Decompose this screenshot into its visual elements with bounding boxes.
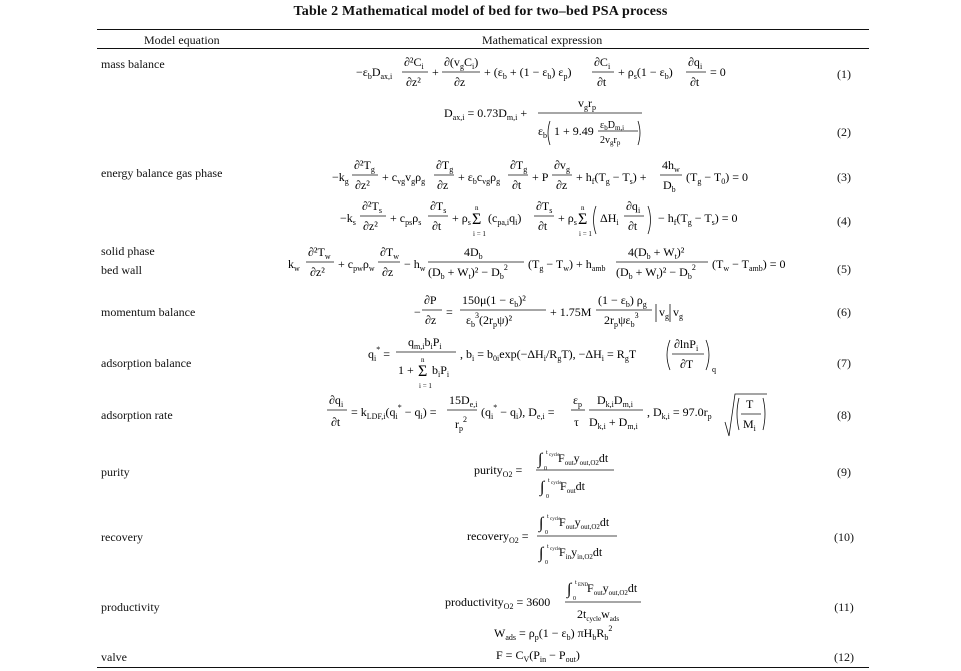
svg-text:∂t: ∂t [331, 415, 341, 429]
svg-text:∂²Ts: $\partial^2T_s$ [362, 199, 382, 215]
svg-text:∂z²: ∂z² [406, 75, 421, 89]
svg-text:cycle: cycle [549, 453, 560, 458]
svg-text:qm,ibiPi: $q_{m,i}b_iP_i$ [408, 335, 442, 351]
svg-text:Dk,iDm,i: $D_{k,i}D_{m,i}$ [597, 393, 634, 409]
svg-text:Mi: $M_i$ [743, 417, 756, 433]
svg-text:∂qi: $\partial q_i$ [688, 55, 703, 71]
svg-text:∫: ∫ [538, 451, 543, 468]
row-label-adsorption-balance: adsorption balance [101, 356, 192, 370]
eq-number-9: (9) [837, 465, 851, 479]
svg-text:∂t: ∂t [512, 178, 522, 192]
svg-text:Foutyout,O2dt: $F_{out}y_{out,O2}dt$ [558, 451, 609, 467]
svg-text:∂z²: ∂z² [363, 219, 378, 233]
svg-text:2vgrp: $2v_gr_p$ [600, 135, 621, 147]
svg-text:+ ρs: + $\rho_s$ [452, 211, 471, 227]
svg-text:ΔHi: $\Delta H_i$ [600, 211, 619, 227]
header-math-expression: Mathematical expression [482, 33, 603, 47]
svg-text:∂Tw: $\partial T_w$ [380, 245, 400, 261]
eq-number-8: (8) [837, 408, 851, 422]
svg-text:+ 1.75M: + 1.75M [550, 305, 592, 319]
svg-text:εb3(2rpψ)²: $\varepsilon_b^3(2r_p\psi)^2$ [466, 311, 513, 329]
table-title: Table 2 Mathematical model of bed for two–bed PSA process [293, 4, 668, 19]
equation-3 [332, 157, 762, 197]
svg-text:(cpa,iqi): $(c_{pa,i}q_i)$ [488, 211, 522, 227]
svg-text:Foutdt: $F_{out}dt$ [560, 479, 585, 495]
svg-text:4hw: $4h_w$ [662, 158, 680, 174]
svg-text:∂t: ∂t [432, 219, 442, 233]
equation-6 [414, 290, 694, 334]
svg-text:∂z: ∂z [454, 75, 466, 89]
svg-text:∂t: ∂t [538, 219, 548, 233]
row-label-energy-gas: energy balance gas phase [101, 166, 223, 180]
top-rule [97, 29, 869, 30]
svg-text:(Tw − Tamb) = 0: $(T_w - T_{amb}) = 0$ [712, 257, 786, 273]
row-label-bed-wall: bed wall [101, 263, 142, 277]
row-label-recovery: recovery [101, 530, 143, 544]
svg-text:+ ρs: + $\rho_s$ [558, 211, 577, 227]
svg-text:i = 1: i = 1 [473, 230, 486, 238]
svg-text:∂Tg: $\partial T_g$ [510, 158, 528, 174]
equation-8 [327, 392, 767, 444]
svg-text:∫: ∫ [539, 515, 544, 532]
svg-text:vgrp: $v_gr_p$ [578, 96, 596, 112]
svg-text:−εbDax,i: $-\varepsilon_bD_{ax,i}$ [356, 65, 393, 81]
svg-text:(Tg − T0) = 0: $(T_g - T_0) = 0$ [686, 170, 748, 186]
svg-text:∂z²: ∂z² [310, 265, 325, 279]
row-label-valve: valve [101, 650, 127, 664]
svg-text:rp2: $r_p^2$ [455, 415, 467, 433]
equation-1 [356, 52, 736, 92]
row-label-productivity: productivity [101, 600, 160, 614]
svg-text:4Db: $4D_b$ [464, 245, 483, 261]
svg-text:∂P: ∂P [424, 293, 437, 307]
svg-text:+ (εb + (1 − εb) εp): + ($\varepsilon_b + (1 - \varepsilon_b)$ $\varepsilon_p$) [484, 65, 572, 81]
svg-text:Foutyout,O2dt: $F_{out}y_{out,O2}dt$ [587, 581, 638, 597]
svg-text:Σ: Σ [578, 211, 588, 228]
svg-text:∂Ts: $\partial T_s$ [430, 199, 447, 215]
svg-text:q: q [712, 365, 716, 374]
svg-text:+ cvgvgρg: + $c_{vg}v_g\rho_g$ [382, 170, 426, 186]
svg-text:∂t: ∂t [690, 75, 700, 89]
svg-text:+ cpsρs: + $c_{ps}\rho_s$ [390, 211, 422, 227]
svg-text:∂Ts: $\partial T_s$ [536, 199, 553, 215]
svg-text:n: n [475, 204, 479, 212]
svg-text:Dk,i + Dm,i: $D_{k,i} + D_{m,i}$ [589, 415, 638, 431]
svg-text:+ cpwρw: + $c_{pw}\rho_w$ [338, 257, 375, 273]
row-label-solid-phase: solid phase [101, 244, 155, 258]
svg-text:n: n [421, 356, 425, 364]
svg-text:, Dk,i = 97.0rp: , $D_{k,i} = 97.0r_p$ [647, 405, 712, 421]
eq-number-5: (5) [837, 262, 851, 276]
svg-text:= kLDF,i(qi* − qi) =: = $k_{LDF,i}(q_i^* - q_i)$ = [351, 403, 437, 421]
svg-text:Finyin,O2dt: $F_{in}y_{in,O2}dt$ [559, 545, 603, 561]
equation-4 [340, 196, 760, 244]
svg-text:1 +: 1 + [398, 363, 414, 377]
svg-text:=: = [446, 305, 453, 319]
svg-text:2rpψεb3: $2r_p\psi\varepsilon_b^3$ [604, 311, 639, 329]
svg-text:∂z: ∂z [556, 178, 568, 192]
svg-text:∂qi: $\partial q_i$ [626, 199, 641, 215]
svg-text:(Db + Wt)² − Db2: $(D_b + W_t)^2 - D_b^2$ [616, 263, 696, 281]
svg-text:t: t [548, 478, 550, 484]
svg-text:−kg: $-k_g$ [332, 170, 349, 186]
svg-text:∂²Tg: $\partial^2T_g$ [354, 158, 375, 174]
svg-text:END: END [578, 583, 589, 588]
header-model-equation: Model equation [144, 33, 220, 47]
eq-number-4: (4) [837, 214, 851, 228]
eq-number-1: (1) [837, 67, 851, 81]
eq-number-10: (10) [834, 530, 854, 544]
svg-text:t: t [546, 450, 548, 456]
svg-text:0: 0 [546, 494, 549, 500]
svg-text:+ hf(Tg − Ts) +: + $h_f(T_g - T_s)$ + [576, 170, 647, 186]
svg-text:kw: $k_w$ [288, 257, 300, 273]
svg-text:∂z: ∂z [437, 178, 449, 192]
eq-number-2: (2) [837, 125, 851, 139]
svg-text:purityO2 =: purity$_{O2}$ = [474, 463, 523, 479]
svg-text:150μ(1 − εb)²: $150\mu(1 - \varepsilon_b)^2$ [462, 293, 526, 309]
svg-text:(Db + Wt)² − Db2: $(D_b + W_t)^2 - D_b^2$ [428, 263, 508, 281]
svg-text:T: T [746, 397, 754, 411]
svg-text:cycle: cycle [551, 481, 562, 486]
svg-text:i = 1: i = 1 [419, 382, 432, 390]
equation-2 [444, 95, 654, 150]
svg-text:+ P: + P [532, 170, 549, 184]
svg-text:+: + [432, 65, 439, 79]
svg-text:i = 1: i = 1 [579, 230, 592, 238]
svg-text:t: t [575, 580, 577, 586]
svg-text:cycle: cycle [550, 517, 561, 522]
svg-text:t: t [547, 544, 549, 550]
equation-11 [445, 576, 655, 622]
svg-text:(1 − εb) ρg: $(1 - \varepsilon_b)$ $\rho_g$ [598, 293, 647, 309]
eq-number-3: (3) [837, 170, 851, 184]
svg-text:n: n [581, 204, 585, 212]
svg-text:+ εbcvgρg: + $\varepsilon_bc_{vg}\rho_g$ [458, 170, 501, 186]
svg-text:∫: ∫ [540, 479, 545, 496]
row-label-adsorption-rate: adsorption rate [101, 408, 173, 422]
svg-text:∂t: ∂t [597, 75, 607, 89]
header-rule [97, 48, 869, 49]
svg-text:εb: $\varepsilon_b$ [538, 124, 548, 140]
svg-text:0: 0 [573, 596, 576, 602]
row-label-mass-balance: mass balance [101, 57, 165, 71]
svg-text:∂(vgCi): $\partial(v_gC_i)$ [444, 55, 479, 71]
svg-text:(qi* − qi), De,i =: $(q_i^* - q_i)$, $D_{e,i}$ = [481, 403, 555, 421]
svg-text:∂z²: ∂z² [355, 178, 370, 192]
svg-text:∂vg: $\partial v_g$ [554, 158, 570, 174]
svg-text:∂lnPi: ∂lnP$_i$ [674, 337, 699, 353]
svg-text:Wads = ρp(1 − εb) πHbRb2: $W_{ads} = \rho_p(1 - \varepsilon_b)$ $\pi H_bR_b^2$ [494, 624, 613, 642]
svg-text:∂Ci: $\partial C_i$ [594, 55, 611, 71]
eq-number-7: (7) [837, 356, 851, 370]
svg-text:1 + 9.49: 1 + 9.49 [554, 124, 594, 138]
svg-text:= 0: = 0 [710, 65, 726, 79]
row-label-purity: purity [101, 465, 130, 479]
equation-7 [368, 334, 728, 392]
svg-text:0: 0 [545, 530, 548, 536]
svg-text:εp: $\varepsilon_p$ [573, 393, 583, 409]
svg-text:−: − [414, 305, 421, 319]
svg-text:15De,i: $15D_{e,i}$ [449, 393, 478, 409]
svg-text:− hf(Tg − Ts) = 0: − $h_f(T_g - T_s) = 0$ [658, 211, 738, 227]
svg-text:∂z: ∂z [382, 265, 394, 279]
row-label-momentum: momentum balance [101, 305, 196, 319]
svg-text:−ks: $-k_s$ [340, 211, 356, 227]
svg-text:cycle: cycle [550, 547, 561, 552]
svg-text:0: 0 [545, 560, 548, 566]
svg-text:Dax,i = 0.73Dm,i +: $D_{ax,i} = 0.73D_{m,i}$ + [444, 106, 528, 122]
svg-text:productivityO2 = 3600: productivity$_{O2}$ = 3600 [445, 595, 551, 611]
svg-text:εbDm,i: $\varepsilon_bD_{m,i}$ [600, 120, 625, 132]
svg-text:∂t: ∂t [628, 219, 638, 233]
svg-text:Db: $D_b$ [663, 178, 676, 194]
svg-text:vg: $v_g$ [659, 305, 669, 321]
svg-text:∂T: ∂T [680, 357, 694, 371]
equation-10 [467, 508, 627, 568]
svg-text:∂²Tw: $\partial^2T_w$ [308, 245, 331, 261]
svg-text:∂qi: $\partial q_i$ [329, 393, 344, 409]
svg-text:(Tg − Tw) + hamb: $(T_g - T_w) + h_{amb}$ [528, 257, 606, 273]
svg-text:qi* =: $q_i^*$ = [368, 345, 391, 363]
svg-text:2tcyclewads: $2t_{cycle}w_{ads}$ [577, 607, 620, 623]
svg-text:vg: $v_g$ [673, 305, 683, 321]
svg-text:+ ρs(1 − εb): + $\rho_s(1 - \varepsilon_b)$ [618, 65, 673, 81]
svg-text:F = CV(Pin − Pout): $F = C_V(P_{in} - P_{out})$ [496, 648, 580, 664]
equation-11b [494, 622, 644, 644]
svg-text:− hw: − $h_w$ [404, 257, 426, 273]
svg-text:∫: ∫ [567, 581, 572, 598]
eq-number-6: (6) [837, 305, 851, 319]
eq-number-12: (12) [834, 650, 854, 664]
svg-text:Σ: Σ [418, 363, 428, 380]
svg-text:t: t [547, 514, 549, 520]
equation-5 [288, 244, 798, 284]
svg-text:∫: ∫ [539, 545, 544, 562]
svg-text:4(Db + Wt)²: $4(D_b + W_t)^2$ [628, 245, 685, 261]
bottom-rule [97, 667, 869, 668]
svg-text:Σ: Σ [472, 211, 482, 228]
svg-text:0: 0 [544, 466, 547, 472]
svg-text:∂z: ∂z [425, 313, 437, 327]
svg-text:∂Tg: $\partial T_g$ [436, 158, 454, 174]
svg-text:∂²Ci: $\partial^2C_i$ [404, 55, 424, 71]
svg-text:biPi: $b_iP_i$ [432, 363, 450, 379]
svg-text:Foutyout,O2dt: $F_{out}y_{out,O2}dt$ [559, 515, 610, 531]
svg-text:recoveryO2 =: recovery$_{O2}$ = [467, 529, 529, 545]
eq-number-11: (11) [834, 600, 854, 614]
svg-text:τ: τ [574, 415, 579, 429]
equation-9 [474, 446, 624, 502]
svg-text:, bi = b0iexp(−ΔHi/RgT), −ΔHi: , $b_i = b_{0i}\exp(-\Delta H_i/R_gT)$, $-\Delta H_i = R_gT$ [460, 347, 637, 363]
equation-12 [496, 644, 616, 666]
